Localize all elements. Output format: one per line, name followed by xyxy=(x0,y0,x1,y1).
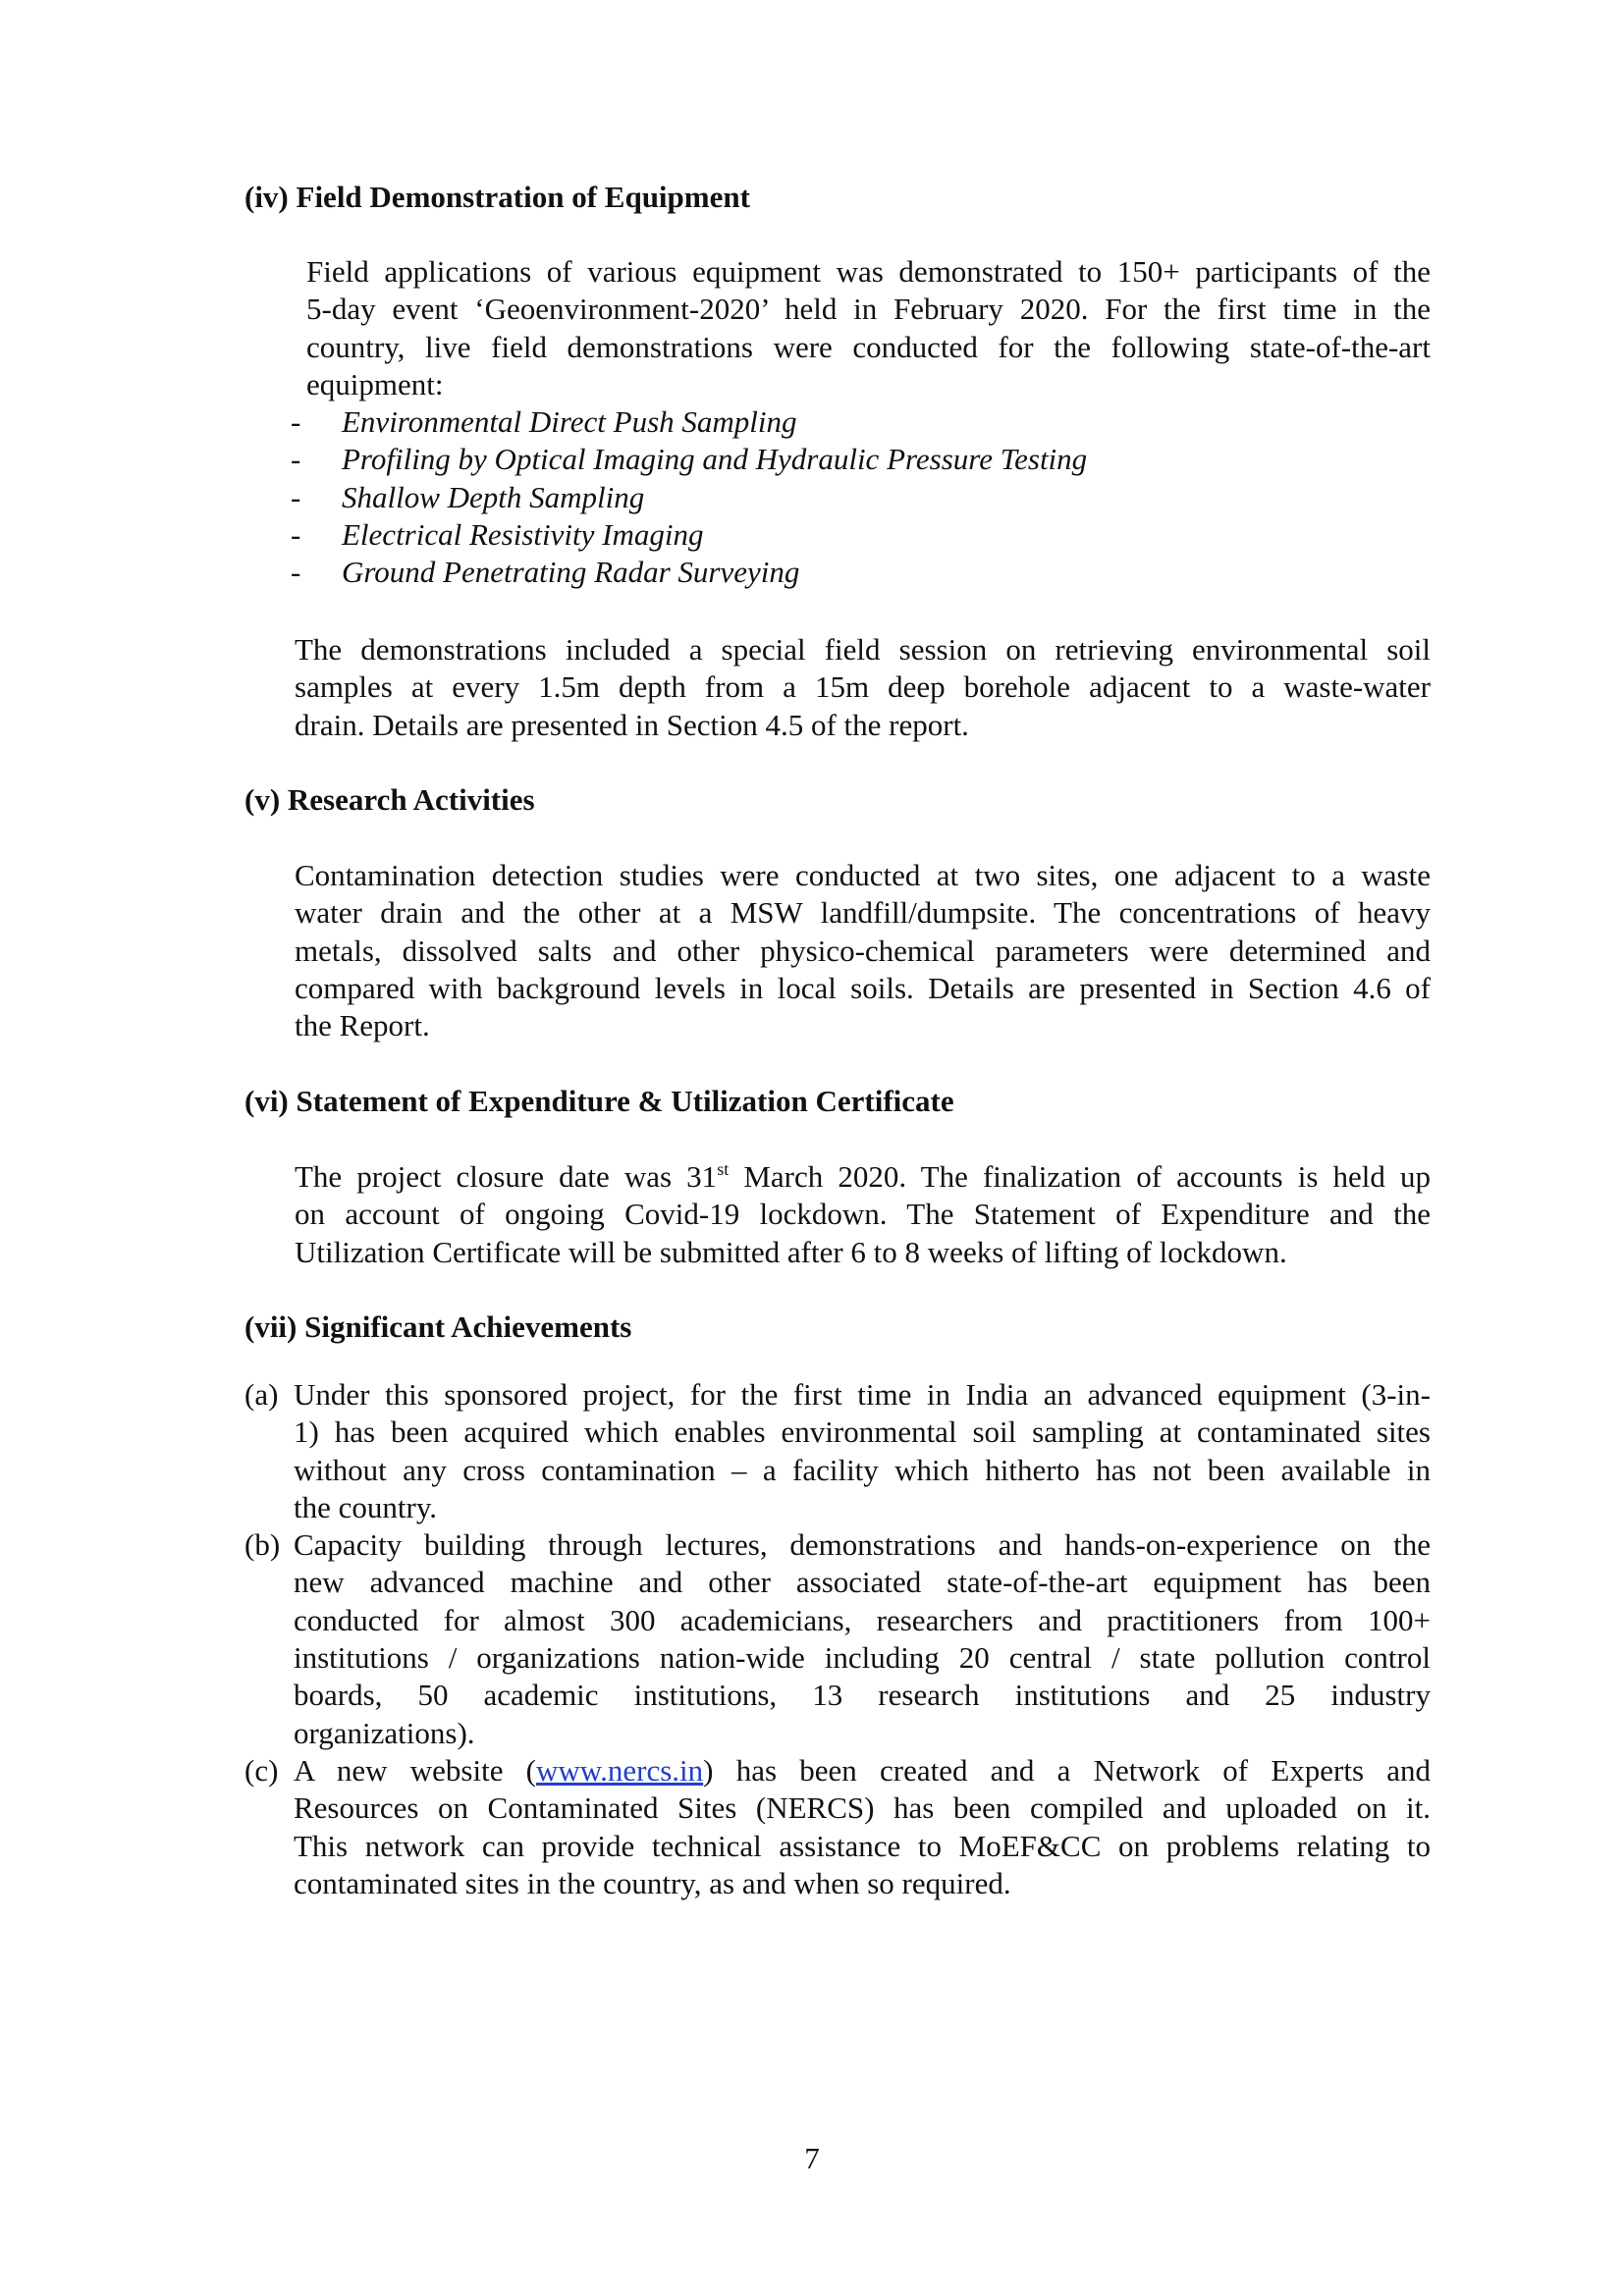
text-line: The demonstrations included a special field session on retrieving environmental soil xyxy=(295,632,1431,667)
text-line: metals, dissolved salts and other physico-chemical parameters were determined and xyxy=(295,933,1431,968)
text-line: 1) has been acquired which enables environmental soil sampling at contaminated sites xyxy=(294,1415,1431,1450)
text-line: Contamination detection studies were conducted at two sites, one adjacent to a waste xyxy=(295,858,1431,892)
list-item-text: Electrical Resistivity Imaging xyxy=(342,516,704,552)
list-item-text: Profiling by Optical Imaging and Hydraulic Pressure Testing xyxy=(342,442,1088,477)
text-fragment: March 2020. The finalization of accounts is held up xyxy=(729,1159,1431,1194)
text-line: compared with background levels in local soils. Details are presented in Section 4.6 of xyxy=(295,970,1431,1005)
text-line: Resources on Contaminated Sites (NERCS) has been compiled and uploaded on it. xyxy=(294,1790,1431,1826)
text-line xyxy=(294,1752,1431,1789)
section-heading-vii: (vii) Significant Achievements xyxy=(244,1309,632,1344)
text-line: Utilization Certificate will be submitted after 6 to 8 weeks of lifting of lockdown. xyxy=(295,1234,1287,1269)
bullet-dash: - xyxy=(291,442,301,477)
bullet-dash: - xyxy=(291,516,301,552)
text-line: organizations). xyxy=(294,1715,475,1750)
text-fragment: The project closure date was 31 xyxy=(295,1159,718,1194)
paragraph-iv-intro xyxy=(306,253,1431,403)
item-marker: (a) xyxy=(244,1377,279,1412)
section-heading-iv: (iv) Field Demonstration of Equipment xyxy=(244,180,750,214)
paragraph-v xyxy=(295,857,1431,1044)
text-line: new advanced machine and other associated state-of-the-art equipment has been xyxy=(294,1565,1431,1600)
list-item xyxy=(244,1526,1431,1752)
text-line: boards, 50 academic institutions, 13 research institutions and 25 industry xyxy=(294,1678,1431,1713)
list-item-text: Shallow Depth Sampling xyxy=(342,479,645,514)
text-line: the country. xyxy=(294,1489,438,1524)
text-line: drain. Details are presented in Section 4.5 of the report. xyxy=(295,707,969,742)
bullet-dash: - xyxy=(291,555,301,590)
list-item-text: Environmental Direct Push Sampling xyxy=(342,404,797,439)
text-line: Field applications of various equipment was demonstrated to 150+ participants of the xyxy=(306,254,1431,289)
text-line: institutions / organizations nation-wide including 20 central / state pollution control xyxy=(294,1640,1431,1676)
section-heading-vi: (vi) Statement of Expenditure & Utilization Certificate xyxy=(244,1084,954,1118)
bullet-dash: - xyxy=(291,479,301,514)
paragraph-iv-closing xyxy=(295,631,1431,744)
page-number: 7 xyxy=(804,2141,820,2175)
ordinal-suffix: st xyxy=(717,1159,730,1179)
text-line: samples at every 1.5m depth from a 15m deep borehole adjacent to a waste-water xyxy=(295,669,1431,705)
item-body xyxy=(294,1526,1431,1752)
item-marker: (c) xyxy=(244,1752,279,1788)
text-line: 5-day event ‘Geoenvironment-2020’ held in February 2020. For the first time in the xyxy=(306,292,1431,327)
list-item xyxy=(244,1376,1431,1526)
item-body xyxy=(294,1376,1431,1526)
text-line: conducted for almost 300 academicians, researchers and practitioners from 100+ xyxy=(294,1602,1431,1637)
list-item-text: Ground Penetrating Radar Surveying xyxy=(342,555,800,590)
text-line: the Report. xyxy=(295,1008,430,1043)
text-line: on account of ongoing Covid-19 lockdown. The Statement of Expenditure and the xyxy=(295,1197,1431,1232)
achievements-list xyxy=(244,1376,1431,1902)
text-line: without any cross contamination – a facility which hitherto has not been available in xyxy=(294,1452,1431,1487)
bullet-dash: - xyxy=(291,404,301,439)
text-line: This network can provide technical assistance to MoEF&CC on problems relating to xyxy=(294,1828,1431,1863)
text-fragment: A new website ( xyxy=(294,1752,536,1788)
text-line: Under this sponsored project, for the first time in India an advanced equipment (3-in- xyxy=(294,1377,1431,1412)
section-heading-v: (v) Research Activities xyxy=(244,782,535,817)
text-fragment: ) has been created and a Network of Experts and xyxy=(703,1752,1432,1788)
item-body xyxy=(294,1752,1431,1902)
website-link[interactable]: www.nercs.in xyxy=(536,1752,704,1788)
item-marker: (b) xyxy=(244,1527,281,1563)
text-line xyxy=(295,1158,1431,1196)
text-line: Capacity building through lectures, demonstrations and hands-on-experience on the xyxy=(294,1527,1431,1563)
paragraph-vi xyxy=(295,1158,1431,1271)
text-line: water drain and the other at a MSW landfill/dumpsite. The concentrations of heavy xyxy=(295,895,1431,931)
list-item xyxy=(244,1752,1431,1902)
text-line: country, live field demonstrations were conducted for the following state-of-the-art xyxy=(306,329,1431,364)
text-line: equipment: xyxy=(306,366,444,401)
text-line: contaminated sites in the country, as and when so required. xyxy=(294,1865,1011,1900)
